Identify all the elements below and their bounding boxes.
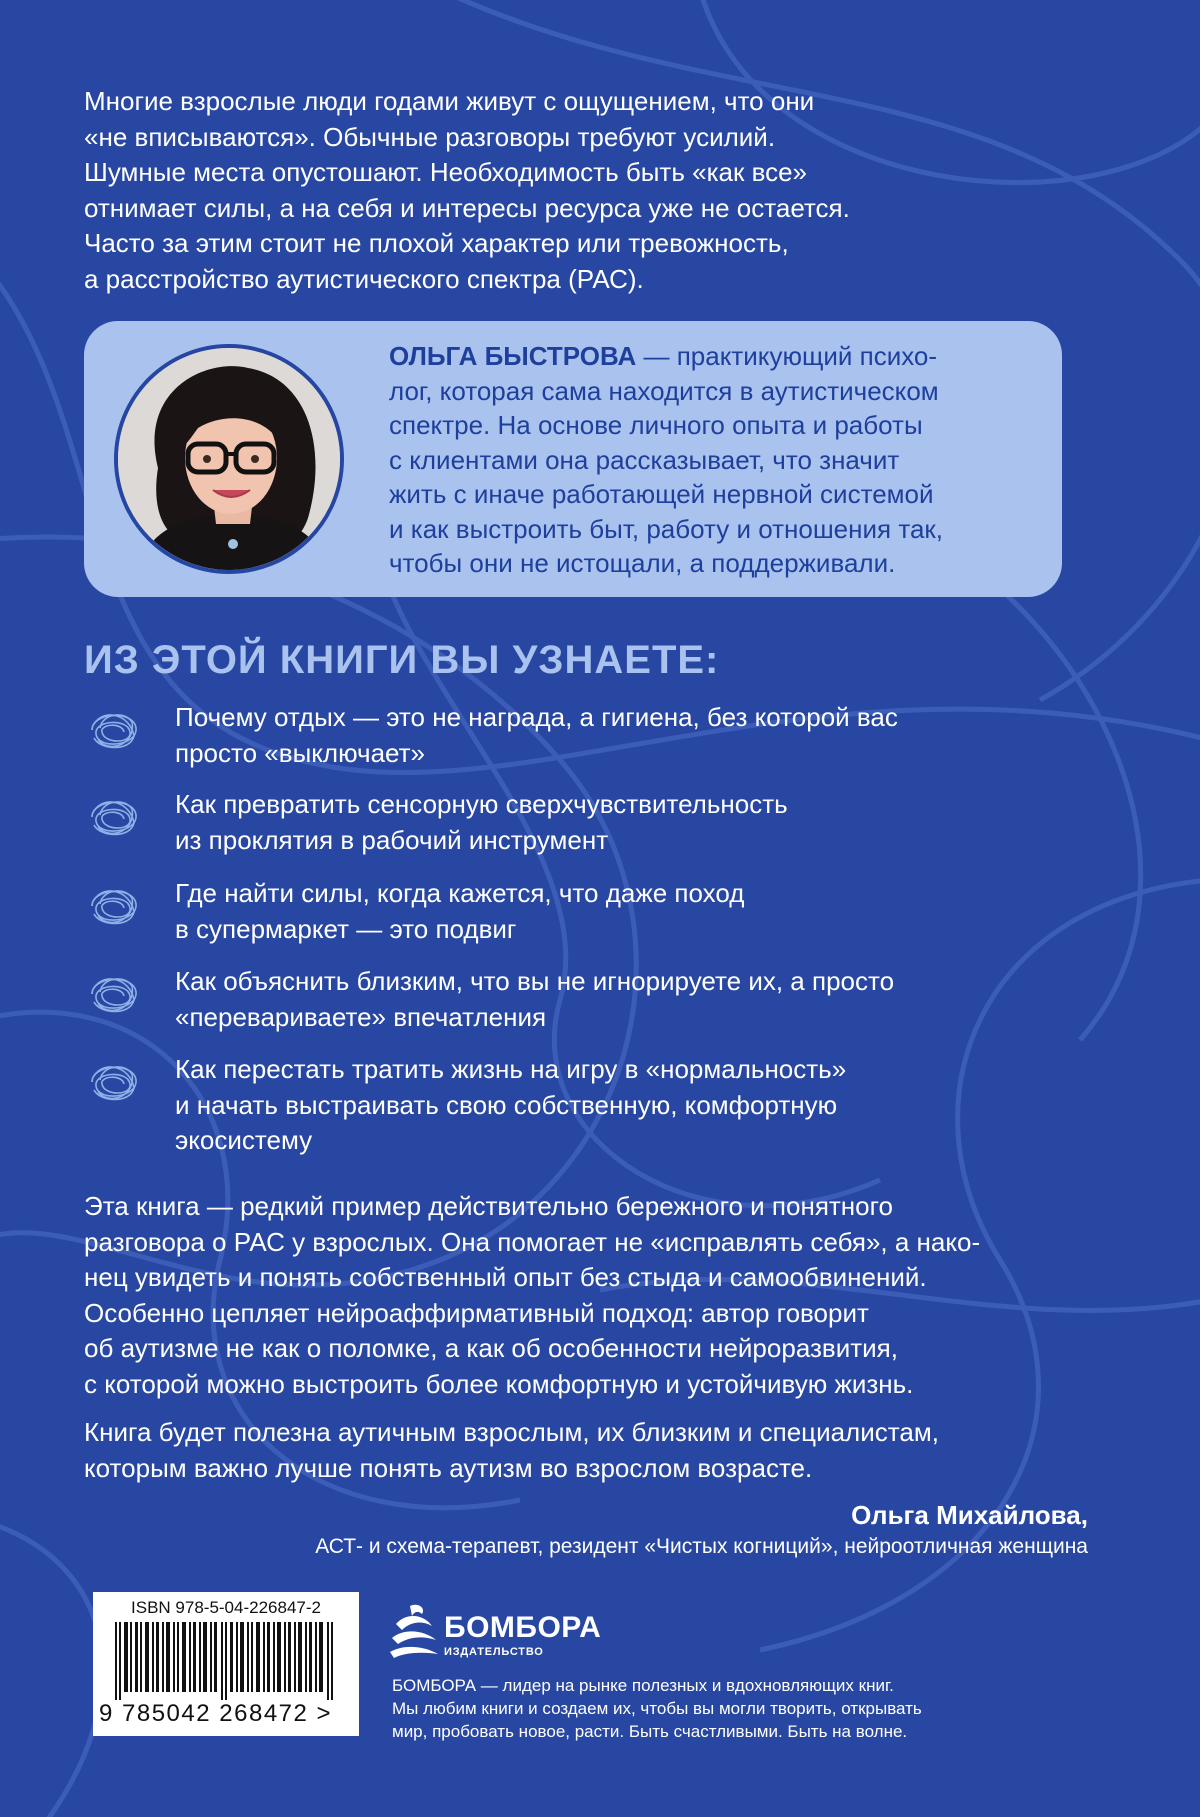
- isbn-barcode: [93, 1592, 359, 1736]
- learn-item-line: в супермаркет — это подвиг: [175, 913, 517, 944]
- publisher-subtitle: ИЗДАТЕЛЬСТВО: [444, 1646, 544, 1658]
- review-line: с которой можно выстроить более комфортную и устойчивую жизнь.: [84, 1368, 914, 1399]
- intro-line: отнимает силы, а на себя и интересы ресурса уже не остается.: [84, 192, 850, 223]
- author-bio-line: чтобы они не истощали, а поддерживали.: [389, 548, 896, 578]
- scribble-bullet-icon: [84, 700, 144, 760]
- isbn-number: ISBN 978-5-04-226847-2: [131, 1598, 321, 1617]
- author-bio: [389, 339, 1039, 581]
- intro-line: а расстройство аутистического спектра (РАС).: [84, 263, 644, 294]
- reviewer-name: Ольга Михайлова,: [851, 1500, 1088, 1530]
- author-bio-line: жить с иначе работающей нервной системой: [389, 479, 934, 509]
- reviewer-role: АСТ- и схема-терапевт, резидент «Чистых когниций», нейроотличная женщина: [315, 1535, 1088, 1558]
- bombora-wave-logo-icon: [388, 1602, 442, 1662]
- learn-heading: ИЗ ЭТОЙ КНИГИ ВЫ УЗНАЕТЕ:: [84, 638, 720, 682]
- publisher-desc-line: мир, пробовать новое, расти. Быть счастливыми. Быть на волне.: [392, 1722, 908, 1741]
- learn-item-text: [175, 787, 1125, 858]
- publisher-desc-line: Мы любим книги и создаем их, чтобы вы могли творить, открывать: [392, 1699, 922, 1718]
- learn-item-line: Где найти силы, когда кажется, что даже поход: [175, 878, 745, 908]
- intro-paragraph: [84, 84, 1124, 297]
- learn-item-line: Как перестать тратить жизнь на игру в «нормальность»: [175, 1054, 847, 1084]
- learn-item-line: Как превратить сенсорную сверхчувствительность: [175, 789, 788, 819]
- review-line: которым важно лучше понять аутизм во взрослом возрасте.: [84, 1452, 813, 1483]
- learn-item-line: просто «выключает»: [175, 737, 425, 768]
- author-bio-line: и как выстроить быт, работу и отношения так,: [389, 513, 943, 544]
- review-line: нец увидеть и понять собственный опыт без стыда и самообвинений.: [84, 1262, 927, 1292]
- author-bio-line: спектре. На основе личного опыта и работы: [389, 410, 923, 440]
- intro-line: Шумные места опустошают. Необходимость быть «как все»: [84, 157, 808, 187]
- author-portrait-illustration: [118, 348, 340, 570]
- review-line: Эта книга — редкий пример действительно бережного и понятного: [84, 1191, 893, 1221]
- review-line: Книга будет полезна аутичным взрослым, их близким и специалистам,: [84, 1417, 939, 1447]
- author-photo: [114, 344, 344, 574]
- scribble-bullet-icon: [84, 876, 144, 936]
- author-bio-line: с клиентами она рассказывает, что значит: [389, 444, 900, 475]
- intro-line: «не вписываются». Обычные разговоры требуют усилий.: [84, 121, 776, 152]
- learn-item-line: экосистему: [175, 1125, 313, 1155]
- learn-item-text: [175, 964, 1125, 1035]
- publisher-desc-line: БОМБОРА — лидер на рынке полезных и вдохновляющих книг.: [392, 1676, 894, 1695]
- scribble-bullet-icon: [84, 964, 144, 1024]
- review-line: разговора о РАС у взрослых. Она помогает не «исправлять себя», а нако-: [84, 1226, 981, 1257]
- publisher-name: БОМБОРА: [444, 1611, 602, 1644]
- learn-item-text: [175, 876, 1125, 947]
- review-line: об аутизме не как о поломке, а как об особенности нейроразвития,: [84, 1333, 898, 1363]
- scribble-bullet-icon: [84, 1052, 144, 1112]
- intro-line: Многие взрослые люди годами живут с ощущением, что они: [84, 86, 815, 116]
- learn-item-line: Почему отдых — это не награда, а гигиена, без которой вас: [175, 702, 898, 732]
- barcode-digits: 9 785042 268472 >: [99, 1700, 333, 1727]
- learn-item-text: [175, 1052, 1125, 1159]
- learn-item-text: [175, 700, 1125, 771]
- learn-item-line: Как объяснить близким, что вы не игнорируете их, а просто: [175, 966, 895, 996]
- learn-item-line: и начать выстраивать свою собственную, комфортную: [175, 1089, 838, 1120]
- author-card: [84, 321, 1062, 597]
- author-bio-line: — практикующий психо-: [636, 341, 938, 371]
- barcode-bars: [105, 1622, 347, 1700]
- author-bio-line: лог, которая сама находится в аутистическом: [389, 375, 939, 406]
- author-name: ОЛЬГА БЫСТРОВА: [389, 341, 637, 371]
- review-paragraph-2: [84, 1415, 1124, 1486]
- review-paragraph: [84, 1189, 1124, 1402]
- scribble-bullet-icon: [84, 787, 144, 847]
- publisher-description: [392, 1674, 952, 1743]
- review-line: Особенно цепляет нейроаффирмативный подход: автор говорит: [84, 1297, 869, 1328]
- learn-item-line: из проклятия в рабочий инструмент: [175, 824, 609, 855]
- intro-line: Часто за этим стоит не плохой характер или тревожность,: [84, 228, 789, 258]
- learn-item-line: «перевариваете» впечатления: [175, 1001, 547, 1032]
